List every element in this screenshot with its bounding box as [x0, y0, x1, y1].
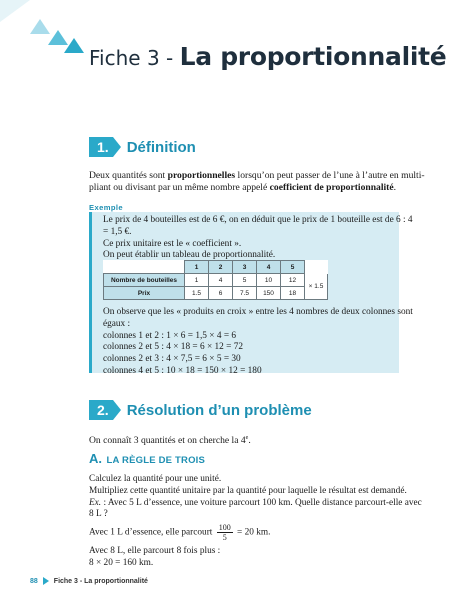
section-2-intro: On connaît 3 quantités et on cherche la 4e. — [89, 435, 251, 447]
table-cell: 1 — [185, 274, 209, 287]
table-cell: 10 — [257, 274, 281, 287]
table-header: 4 — [257, 261, 281, 274]
section-2-heading — [89, 400, 312, 420]
table-header: 3 — [233, 261, 257, 274]
footer-text: Fiche 3 - La proportionnalité — [53, 577, 148, 585]
table-cell: 4 — [209, 274, 233, 287]
arrow-icon — [43, 577, 49, 585]
section-2-title: Résolution d’un problème — [126, 401, 312, 419]
table-cell: 150 — [257, 287, 281, 300]
table-cell: 1.5 — [185, 287, 209, 300]
definition-paragraph: Deux quantités sont proportionnelles lorsqu’on peut passer de l’une à l’autre en multi- pliant ou divisant par un même nombre appelé coefficient de proportionnalité. — [89, 170, 425, 194]
multiplier: × 1.5 — [305, 274, 328, 300]
exemple-text: Le prix de 4 bouteilles est de 6 €, on en déduit que le prix de 1 bouteille est de 6 : 4 = 1,5 €. Ce prix unitaire est le « coefficient ». On peut établir un tableau de proportionnalité. — [103, 215, 413, 261]
table-cell: 18 — [281, 287, 305, 300]
proportion-table — [103, 260, 328, 300]
table-cell: 5 — [233, 274, 257, 287]
exemple-label: Exemple — [89, 203, 124, 212]
section-1-heading — [89, 137, 196, 157]
table-cell: 7.5 — [233, 287, 257, 300]
row-label: Nombre de bouteilles — [104, 274, 185, 287]
fraction: $\frac{100}{5}$ — [218, 523, 231, 543]
table-cell: 12 — [281, 274, 305, 287]
page-footer — [30, 577, 148, 585]
section-1-number: 1. — [89, 137, 113, 157]
page-title — [89, 42, 446, 71]
title-prefix: Fiche 3 - — [89, 46, 180, 70]
table-header: 5 — [281, 261, 305, 274]
section-1-title: Définition — [126, 138, 196, 156]
page-number: 88 — [30, 577, 38, 585]
table-header: 2 — [209, 261, 233, 274]
section-2-number: 2. — [89, 400, 113, 420]
exemple-text-2: On observe que les « produits en croix » entre les 4 nombres de deux colonnes sont égaux : colonnes 1 et 2 : 1 × 6 = 1,5 × 4 = 6 colonnes 2 et 5 : 4 × 18 = 6 × 12 = 72 colonnes 2 et 3 : 4 × 7,5 = 6 × 5 = 30 colonnes 4 et 5 : 10 × 18 = 150 × 12 = 180 — [103, 307, 413, 376]
row-label: Prix — [104, 287, 185, 300]
table-header: 1 — [185, 261, 209, 274]
subsection-a-heading: A. LA RÈGLE DE TROIS — [89, 451, 206, 466]
table-cell: 6 — [209, 287, 233, 300]
title-main: La proportionnalité — [179, 42, 447, 71]
regle-de-trois-text: Calculez la quantité pour une unité. Multipliez cette quantité unitaire par la quantité pour laquelle le résultat est demandé. Ex. : Avec 5 L d’essence, une voiture parcourt 100 km. Quelle distance parcourt-elle avec 8 L ? Avec 1 L d’essence, elle parcourt $\frac{100}{5}$ = 20 km. Avec 8 L, elle parcourt 8 fois plus : 8 × 20 = 160 km. — [89, 474, 422, 568]
exemple-bar — [89, 212, 92, 373]
